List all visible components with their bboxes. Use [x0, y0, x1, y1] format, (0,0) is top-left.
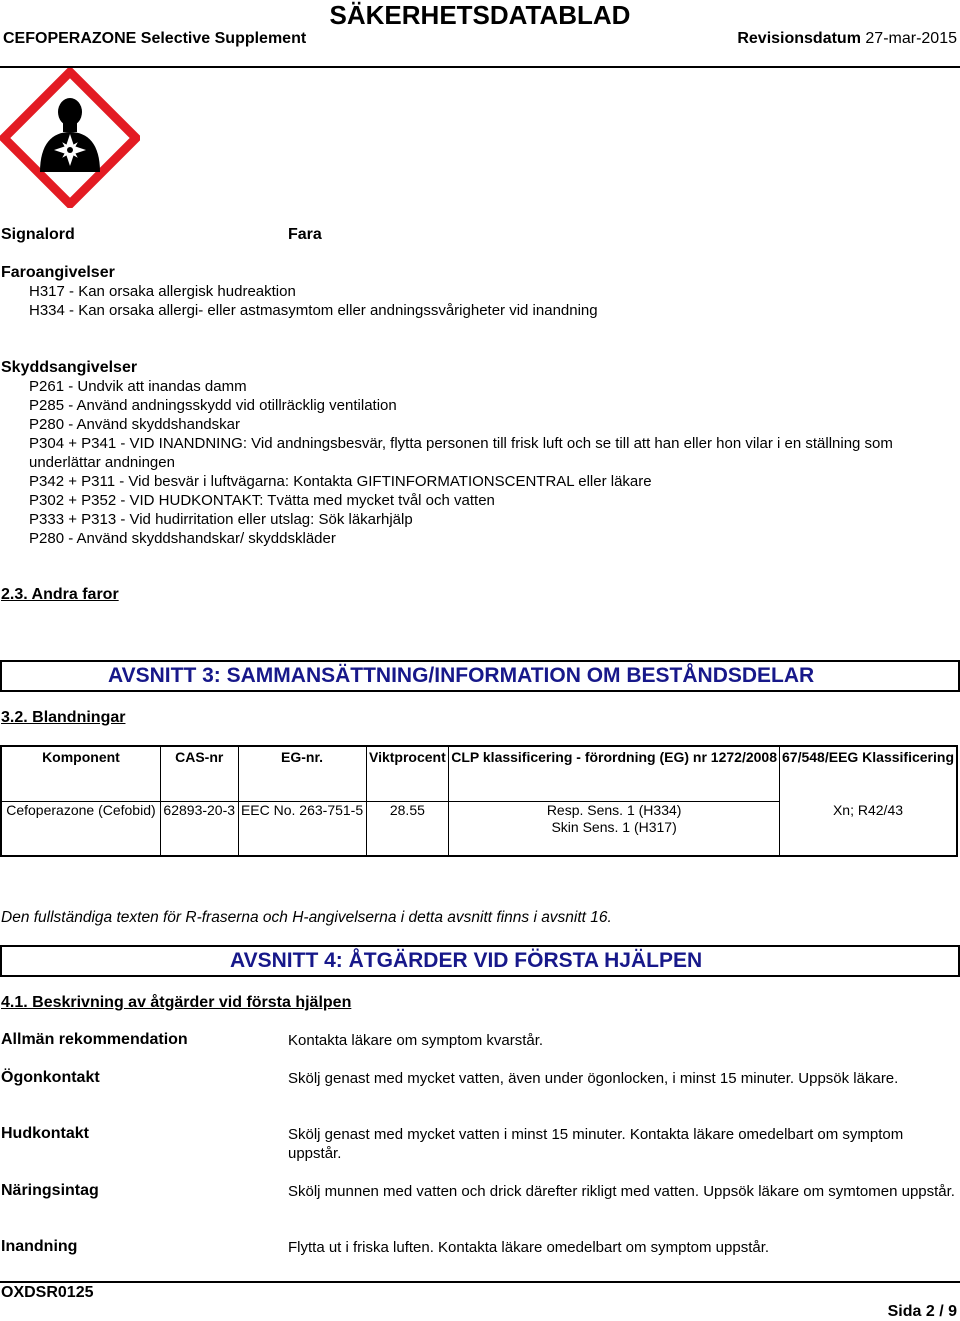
first-aid-text-inhalation: Flytta ut i friska luften. Kontakta läkare omedelbart om symptom uppstår.: [288, 1239, 770, 1256]
first-aid-label-ingestion: Näringsintag: [1, 1182, 99, 1199]
hazard-statement: H334 - Kan orsaka allergi- eller astmasymtom eller andningssvårigheter vid inandning: [29, 302, 598, 319]
col-cas: CAS-nr: [160, 746, 238, 802]
document-code: OXDSR0125: [1, 1284, 94, 1301]
hazard-statement: H317 - Kan orsaka allergisk hudreaktion: [29, 283, 296, 300]
clp-line: Skin Sens. 1 (H317): [551, 819, 677, 835]
precautionary-statements-title: Skyddsangivelser: [1, 359, 138, 376]
header-divider: [0, 66, 960, 68]
col-eg: EG-nr.: [238, 746, 366, 802]
document-title: SÄKERHETSDATABLAD: [329, 0, 631, 30]
footer-divider: [0, 1281, 960, 1283]
precautionary-statement: P280 - Använd skyddshandskar/ skyddskläder: [29, 530, 336, 547]
page-label: Sida: [887, 1303, 922, 1320]
cell-clp: [449, 802, 780, 857]
precautionary-statement: P342 + P311 - Vid besvär i luftvägarna: Kontakta GIFTINFORMATIONSCENTRAL eller läkare: [29, 473, 652, 490]
page-value: 2 / 9: [925, 1303, 957, 1320]
col-weight: Viktprocent: [366, 746, 449, 802]
signal-word-label: Signalord: [1, 226, 75, 243]
col-clp: CLP klassificering - förordning (EG) nr 1272/2008: [449, 746, 780, 802]
clp-line: Resp. Sens. 1 (H334): [546, 802, 682, 818]
table-row: [1, 802, 957, 857]
precautionary-statement: P302 + P352 - VID HUDKONTAKT: Tvätta med mycket tvål och vatten: [29, 492, 495, 509]
section3-title: AVSNITT 3: SAMMANSÄTTNING/INFORMATION OM BESTÅNDSDELAR: [108, 664, 815, 687]
product-name: CEFOPERAZONE Selective Supplement: [3, 30, 307, 47]
section4-banner: [0, 945, 960, 977]
signal-word-value: Fara: [288, 226, 322, 243]
mixtures-heading: 3.2. Blandningar: [1, 709, 126, 726]
revision-label: Revisionsdatum: [737, 30, 861, 47]
r-phrases-note: Den fullständiga texten för R-fraserna och H-angivelserna i detta avsnitt finns i avsnitt 16.: [1, 909, 612, 926]
first-aid-label-general: Allmän rekommendation: [1, 1031, 188, 1048]
ghs08-health-hazard-icon: [0, 68, 140, 208]
first-aid-text-eyes: Skölj genast med mycket vatten, även under ögonlocken, i minst 15 minuter. Uppsök läkare.: [288, 1070, 899, 1087]
first-aid-text-skin: Skölj genast med mycket vatten i minst 15 minuter. Kontakta läkare omedelbart om symptom uppstår.: [288, 1126, 904, 1162]
cell-weight: 28.55: [366, 802, 449, 857]
components-table: [0, 745, 958, 857]
first-aid-label-inhalation: Inandning: [1, 1238, 78, 1255]
cell-component: Cefoperazone (Cefobid): [1, 802, 160, 857]
page-number: [888, 1303, 957, 1321]
hazard-statements-title: Faroangivelser: [1, 264, 115, 281]
revision-date-value: 27-mar-2015: [865, 30, 957, 47]
cell-cas: 62893-20-3: [160, 802, 238, 857]
first-aid-label-eyes: Ögonkontakt: [1, 1069, 100, 1086]
section4-title: AVSNITT 4: ÅTGÄRDER VID FÖRSTA HJÄLPEN: [230, 949, 703, 972]
precautionary-statement: P285 - Använd andningsskydd vid otillräcklig ventilation: [29, 397, 397, 414]
table-header-row: [1, 746, 957, 802]
section3-banner: [0, 660, 960, 692]
precautionary-statement: P280 - Använd skyddshandskar: [29, 416, 240, 433]
first-aid-label-skin: Hudkontakt: [1, 1125, 89, 1142]
revision-date: [737, 30, 957, 48]
other-hazards-heading: 2.3. Andra faror: [1, 586, 119, 603]
col-component: Komponent: [1, 746, 160, 802]
precautionary-statement: P333 + P313 - Vid hudirritation eller utslag: Sök läkarhjälp: [29, 511, 413, 528]
cell-eg: EEC No. 263-751-5: [238, 802, 366, 857]
first-aid-text-general: Kontakta läkare om symptom kvarstår.: [288, 1032, 544, 1049]
precautionary-statement: P304 + P341 - VID INANDNING: Vid andningsbesvär, flytta personen till frisk luft och se till att han eller hon vilar i en ställning som underlättar andningen: [29, 435, 893, 471]
precautionary-statement: P261 - Undvik att inandas damm: [29, 378, 247, 395]
cell-eeg: Xn; R42/43: [780, 802, 957, 857]
first-aid-text-ingestion: Skölj munnen med vatten och drick därefter rikligt med vatten. Uppsök läkare om symtomen uppstår.: [288, 1183, 955, 1200]
col-eeg: 67/548/EEG Klassificering: [780, 746, 957, 802]
first-aid-heading: 4.1. Beskrivning av åtgärder vid första hjälpen: [1, 994, 352, 1011]
